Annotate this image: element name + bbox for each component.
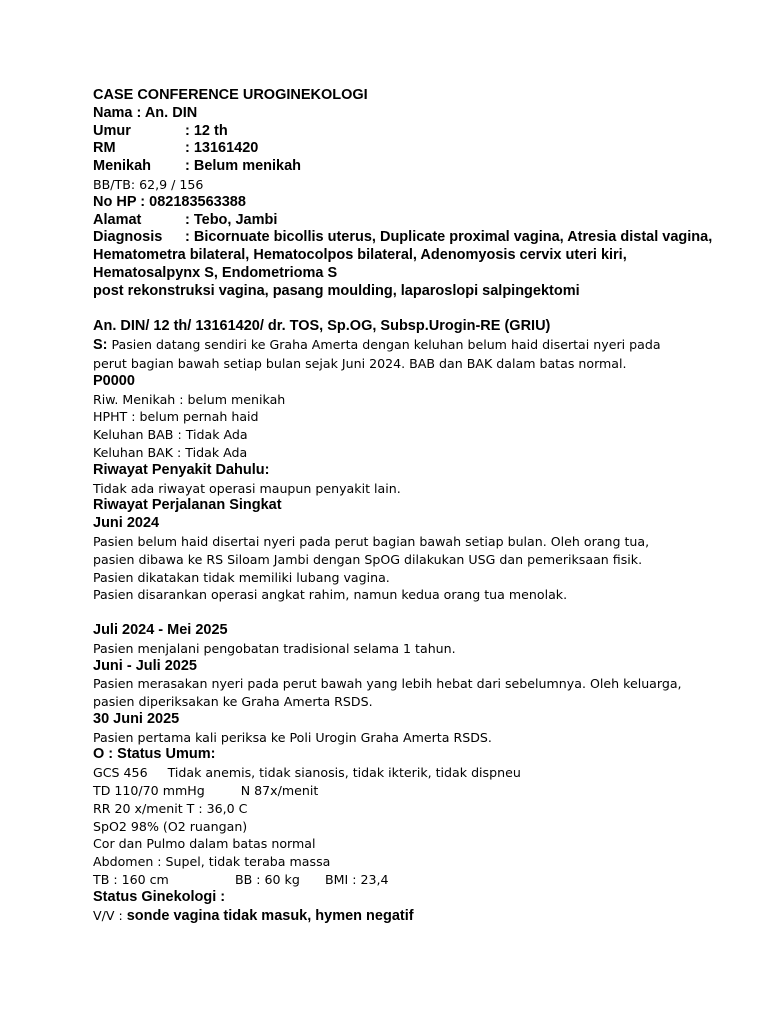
juni-juli-2025-text: Pasien merasakan nyeri pada perut bawah yang lebih hebat dari sebelumnya. Oleh keluarga, pasien diperiksakan ke Graha Amerta RSDS.: [93, 676, 682, 710]
diagnosis-line-2: Hematometra bilateral, Hematocolpos bilateral, Adenomyosis cervix uteri kiri,: [93, 247, 627, 264]
parity-line: P0000: [93, 372, 135, 389]
diagnosis-line: [93, 229, 713, 247]
anthropometry-line: [93, 871, 693, 889]
juni-2024-text-1: Pasien belum haid disertai nyeri pada perut bagian bawah setiap bulan. Oleh orang tua, pasien dibawa ke RS Siloam Jambi dengan SpOG dilakukan USG dan pemeriksaan fisik.: [93, 533, 650, 567]
td-value: TD 110/70 mmHg: [93, 783, 205, 799]
umur-line: [93, 123, 693, 141]
tb-value: TB : 160 cm: [93, 872, 169, 888]
vitals-line: [93, 782, 693, 800]
vv-line: [93, 907, 693, 926]
riw-menikah-line: Riw. Menikah : belum menikah: [93, 391, 286, 407]
alamat-label: Alamat: [93, 211, 142, 228]
bmi-value: BMI : 23,4: [325, 872, 389, 888]
menikah-line: [93, 158, 693, 176]
menikah-value: : Belum menikah: [185, 158, 302, 175]
rm-line: [93, 140, 693, 158]
gcs-value: GCS 456: [93, 765, 148, 781]
bb-value: BB : 60 kg: [235, 872, 300, 888]
case-document: [93, 87, 713, 925]
rr-t-line: RR 20 x/menit T : 36,0 C: [93, 800, 248, 816]
juni-2024-text-2: Pasien dikatakan tidak memiliki lubang vagina.: [93, 569, 390, 585]
diagnosis-value-1: : Bicornuate bicollis uterus, Duplicate proximal vagina, Atresia distal vagina,: [185, 229, 713, 246]
rpd-heading: Riwayat Penyakit Dahulu:: [93, 461, 270, 478]
bbtb-line: BB/TB: 62,9 / 156: [93, 176, 204, 192]
cor-pulmo-line: Cor dan Pulmo dalam batas normal: [93, 836, 316, 852]
juni-30-2025-text: Pasien pertama kali periksa ke Poli Urogin Graha Amerta RSDS.: [93, 729, 492, 745]
spo2-line: SpO2 98% (O2 ruangan): [93, 818, 248, 834]
juli-2024-heading: Juli 2024 - Mei 2025: [93, 621, 228, 638]
rm-value: : 13161420: [185, 140, 259, 157]
abdomen-line: Abdomen : Supel, tidak teraba massa: [93, 854, 331, 870]
nadi-value: N 87x/menit: [240, 783, 319, 799]
juni-2024-heading: Juni 2024: [93, 515, 160, 532]
menikah-label: Menikah: [93, 158, 152, 175]
keluhan-bak-line: Keluhan BAK : Tidak Ada: [93, 444, 248, 460]
procedure-line: post rekonstruksi vagina, pasang moulding, laparoslopi salpingektomi: [93, 282, 580, 299]
gcs-line: [93, 764, 693, 782]
rpd-text: Tidak ada riwayat operasi maupun penyakit lain.: [93, 480, 401, 496]
spacer: [93, 604, 693, 622]
alamat-line: [93, 212, 693, 230]
nama-line: Nama : An. DIN: [93, 104, 198, 121]
subjective-paragraph: [93, 336, 693, 373]
juni-2024-text-3: Pasien disarankan operasi angkat rahim, namun kedua orang tua menolak.: [93, 587, 568, 603]
rm-label: RM: [93, 140, 116, 157]
objective-heading: O : Status Umum:: [93, 746, 216, 763]
vv-label: V/V :: [93, 907, 127, 923]
document-title: CASE CONFERENCE UROGINEKOLOGI: [93, 87, 368, 103]
hpht-line: HPHT : belum pernah haid: [93, 409, 259, 425]
alamat-value: : Tebo, Jambi: [185, 211, 278, 228]
keluhan-bab-line: Keluhan BAB : Tidak Ada: [93, 427, 248, 443]
rps-heading: Riwayat Perjalanan Singkat: [93, 497, 282, 514]
juli-2024-text: Pasien menjalani pengobatan tradisional selama 1 tahun.: [93, 640, 456, 656]
diagnosis-line-3: Hematosalpynx S, Endometrioma S: [93, 264, 338, 281]
vv-text: sonde vagina tidak masuk, hymen negatif: [126, 907, 414, 924]
juni-30-2025-heading: 30 Juni 2025: [93, 710, 180, 727]
gcs-note: Tidak anemis, tidak sianosis, tidak ikterik, tidak dispneu: [167, 765, 521, 781]
umur-label: Umur: [93, 122, 131, 139]
umur-value: : 12 th: [185, 122, 228, 139]
s-text: Pasien datang sendiri ke Graha Amerta dengan keluhan belum haid disertai nyeri pada perut bagian bawah setiap bulan sejak Juni 2024. BAB dan BAK dalam batas normal.: [93, 337, 661, 371]
spacer: [93, 301, 693, 319]
s-label: S:: [93, 337, 108, 354]
juni-juli-2025-heading: Juni - Juli 2025: [93, 657, 197, 674]
diagnosis-label: Diagnosis: [93, 229, 163, 246]
patient-summary-line: An. DIN/ 12 th/ 13161420/ dr. TOS, Sp.OG, Subsp.Urogin-RE (GRIU): [93, 318, 551, 335]
nohp-line: No HP : 082183563388: [93, 193, 246, 210]
ginekologi-heading: Status Ginekologi :: [93, 888, 226, 905]
